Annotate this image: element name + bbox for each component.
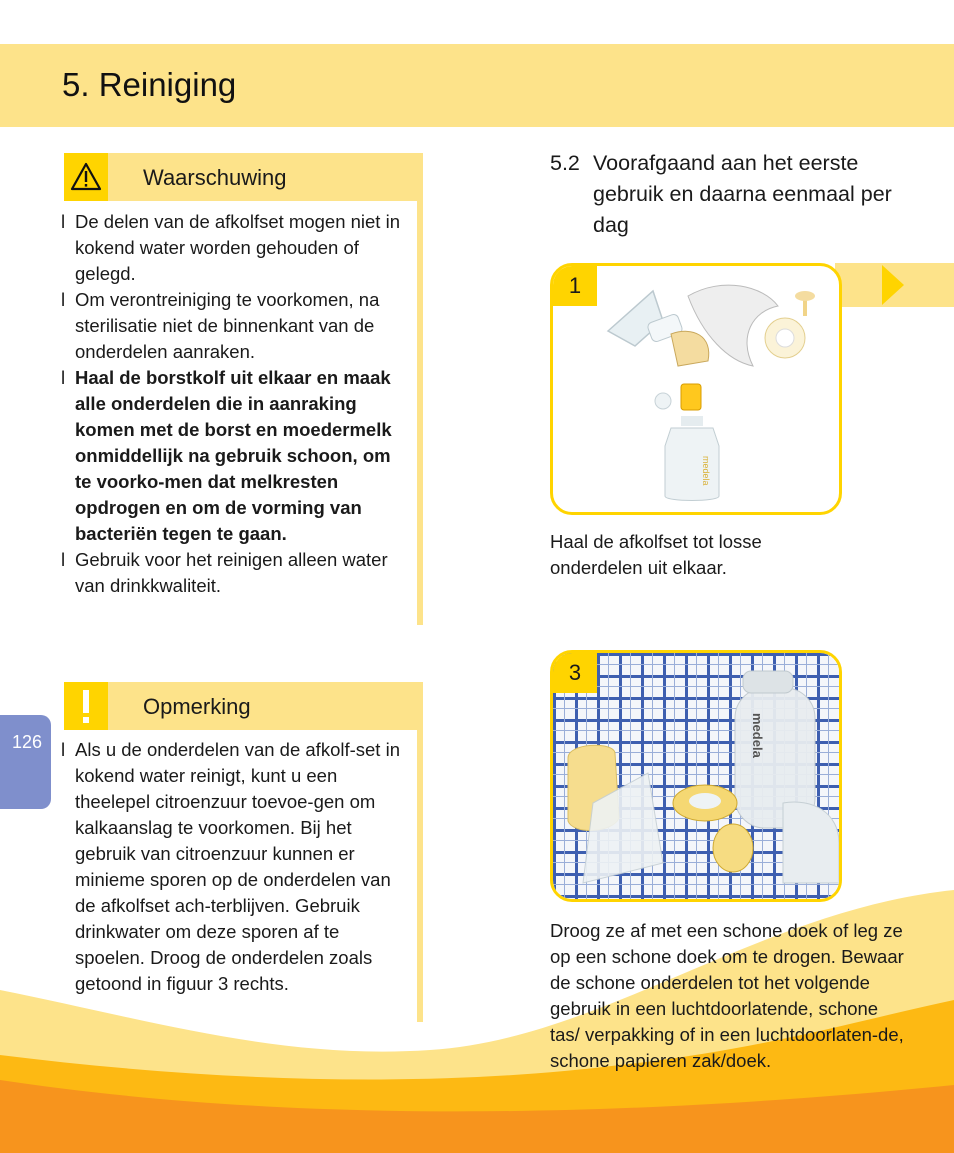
warning-list	[64, 209, 409, 599]
arrow-right-icon	[880, 263, 906, 307]
step-1-band	[835, 263, 954, 307]
exclamation-icon	[64, 682, 108, 730]
note-title: Opmerking	[143, 694, 251, 719]
section-heading-text: Voorafgaand aan het eerste gebruik en daarna eenmaal per dag	[593, 151, 892, 237]
note-list	[64, 737, 409, 997]
list-item: l Als u de onderdelen van de afkolf-set in kokend water reinigt, kunt u een theelepel citroenzuur toevoe-gen om kalkaanslag te voorkomen. Bij het gebruik van citroenzuur kunnen er minieme sporen op de onderdelen van de afkolfset ach-terblijven. Gebruik drinkwater om deze sporen af te spoelen. Droog de onderdelen zoals getoond in figuur 3 rechts.	[64, 737, 409, 997]
list-item: l Haal de borstkolf uit elkaar en maak alle onderdelen die in aanraking komen met de borst en moedermelk onmiddellijk na gebruik schoon, om te voorko-men dat melkresten opdrogen en om de vorming van bacteriën tegen te gaan.	[64, 365, 409, 547]
list-item: l De delen van de afkolfset mogen niet in kokend water worden gehouden of gelegd.	[64, 209, 409, 287]
note-side-rule	[417, 682, 423, 1022]
note-icon-tile	[64, 682, 108, 730]
warning-icon-tile	[64, 153, 108, 201]
step-1-caption: Haal de afkolfset tot losse onderdelen uit elkaar.	[550, 531, 762, 578]
page-number: 126	[12, 732, 43, 752]
section-number: 5.2	[550, 151, 580, 175]
page-title: 5. Reiniging	[62, 66, 237, 103]
step-1-number: 1	[553, 266, 597, 306]
list-item: l Om verontreiniging te voorkomen, na sterilisatie niet de binnenkant van de onderdelen aanraken.	[64, 287, 409, 365]
list-item: l Gebruik voor het reinigen alleen water van drinkkwaliteit.	[64, 547, 409, 599]
page-number-tab	[0, 715, 51, 809]
bottle-brand-text: medela	[750, 713, 765, 758]
step-3-number: 3	[553, 653, 597, 693]
step-3-caption: Droog ze af met een schone doek of leg ze op een schone doek om te drogen. Bewaar de schone onderdelen tot het volgende gebruik in een luchtdoorlatende, schone tas/ verpakking of in een luchtdoorlaten-de, schone papieren zak/doek.	[550, 920, 904, 1071]
bottle-brand-text: medela	[701, 456, 711, 486]
section-heading	[550, 148, 910, 241]
warning-title: Waarschuwing	[143, 165, 287, 190]
warning-side-rule	[417, 153, 423, 625]
warning-triangle-icon	[64, 153, 108, 201]
